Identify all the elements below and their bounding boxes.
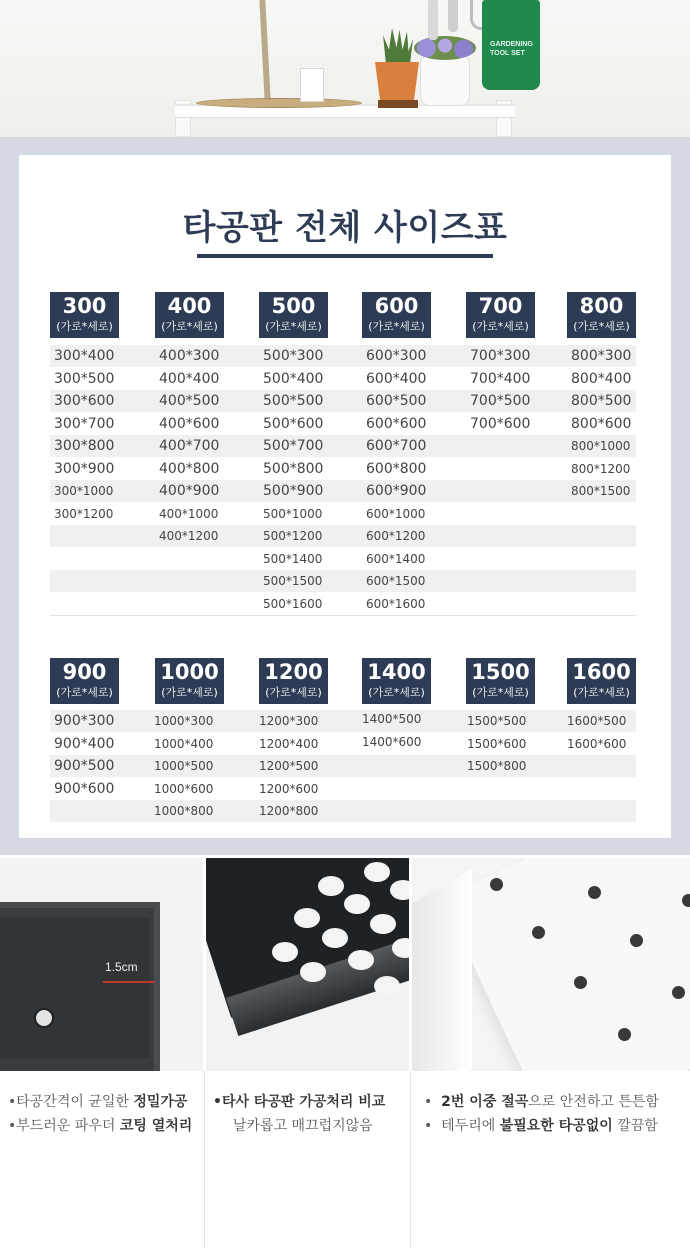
size-entry: 1200*500 <box>259 759 319 773</box>
size-header-900 <box>50 658 119 704</box>
size-entry: 400*700 <box>159 438 220 454</box>
size-entry: 400*900 <box>159 483 220 499</box>
caption-emphasis: 정밀가공 <box>133 1094 188 1110</box>
size-entry: 1400*600 <box>362 734 422 749</box>
size-entry: 600*700 <box>366 438 427 454</box>
peg-hole <box>318 876 344 896</box>
size-entry: 400*600 <box>159 415 220 432</box>
garden-tool <box>428 0 438 40</box>
row-stripe <box>50 570 636 592</box>
caption-line <box>213 1114 408 1138</box>
caption-emphasis: •타사 타공판 가공처리 비교 <box>213 1094 386 1110</box>
size-entry: 500*700 <box>263 438 324 454</box>
peg-hole <box>34 1008 54 1028</box>
size-entry: 500*800 <box>263 460 324 477</box>
size-list-500 <box>263 345 343 615</box>
size-list-600 <box>366 345 446 615</box>
size-entry: 400*1200 <box>159 529 219 543</box>
peg-hole <box>348 950 374 970</box>
caption-emphasis: 불필요한 타공없이 <box>499 1118 613 1134</box>
header-sub: (가로*세로) <box>368 320 425 333</box>
header-size: 900 <box>62 660 107 684</box>
header-sub: (가로*세로) <box>573 320 630 333</box>
size-header-300 <box>50 292 119 338</box>
size-header-1200 <box>259 658 328 704</box>
peg-hole <box>672 986 685 999</box>
flowers <box>414 36 476 60</box>
header-sub: (가로*세로) <box>265 320 322 333</box>
wicker-tray <box>196 98 362 108</box>
size-chart-title: 타공판 전체 사이즈표 <box>182 208 508 248</box>
size-entry: 800*1000 <box>571 439 631 453</box>
bag-text: GARDENING TOOL SET <box>490 41 533 57</box>
size-entry: 600*1000 <box>366 506 426 521</box>
peg-hole <box>364 862 390 882</box>
caption-divider <box>410 1071 411 1248</box>
size-entry: 600*1400 <box>366 551 426 566</box>
size-entry: 1200*300 <box>259 714 319 728</box>
size-entry: 500*300 <box>263 348 324 364</box>
header-sub: (가로*세로) <box>56 320 113 333</box>
size-entry: 700*300 <box>470 348 531 364</box>
size-entry: 900*600 <box>54 780 115 797</box>
size-entry: 400*400 <box>159 370 220 387</box>
size-entry: 500*1600 <box>263 596 323 611</box>
peg-hole <box>322 928 348 948</box>
garden-tool-2 <box>448 0 458 32</box>
size-header-700 <box>466 292 535 338</box>
header-size: 1200 <box>264 660 323 684</box>
measure-line <box>103 981 155 983</box>
caption-text: 테두리에 <box>441 1118 500 1134</box>
pot-base <box>378 100 418 108</box>
terracotta-pot <box>375 62 419 102</box>
peg-hole <box>374 976 400 996</box>
size-entry: 500*500 <box>263 393 324 409</box>
size-header-600 <box>362 292 431 338</box>
size-entry: 1600*500 <box>567 714 627 728</box>
peg-hole <box>370 914 396 934</box>
size-header-500 <box>259 292 328 338</box>
caption-precision <box>8 1090 203 1138</box>
peg-hole <box>532 926 545 939</box>
size-entry: 700*600 <box>470 415 531 432</box>
size-entry: 800*1200 <box>571 461 631 476</box>
size-entry: 800*1500 <box>571 484 631 498</box>
section-divider <box>50 615 636 616</box>
header-size: 1400 <box>367 660 426 684</box>
header-size: 700 <box>478 294 523 318</box>
edge-thickness-photo <box>0 858 203 1071</box>
header-size: 500 <box>271 294 316 318</box>
size-entry: 500*900 <box>263 483 324 499</box>
header-size: 800 <box>579 294 624 318</box>
caption-text: 깔끔함 <box>612 1118 658 1134</box>
size-entry: 1200*800 <box>259 804 319 818</box>
measure-label: 1.5cm <box>105 960 138 974</box>
row-stripe <box>50 480 636 502</box>
size-header-1400 <box>362 658 431 704</box>
row-stripe <box>50 435 636 457</box>
size-header-800 <box>567 292 636 338</box>
peg-hole <box>272 942 298 962</box>
size-entry: 600*600 <box>366 415 427 432</box>
caption-line <box>213 1090 408 1114</box>
size-entry: 800*300 <box>571 348 632 364</box>
size-entry: 500*400 <box>263 370 324 387</box>
size-entry: 400*1000 <box>159 506 219 521</box>
caption-text: 날카롭고 매끄럽지않음 <box>233 1118 373 1134</box>
size-header-400 <box>155 292 224 338</box>
size-list-1400 <box>362 708 442 753</box>
peg-hole <box>588 886 601 899</box>
row-stripe <box>50 710 636 732</box>
size-list-1600 <box>567 710 647 755</box>
size-entry: 300*800 <box>54 438 115 454</box>
size-entry: 600*800 <box>366 460 427 477</box>
size-entry: 900*400 <box>54 735 115 752</box>
size-entry: 300*400 <box>54 348 115 364</box>
header-sub: (가로*세로) <box>472 686 529 699</box>
size-header-1500 <box>466 658 535 704</box>
peg-hole <box>618 1028 631 1041</box>
size-entry: 600*1600 <box>366 596 426 611</box>
caption-line: • 2번 이중 절곡으로 안전하고 튼튼함 <box>424 1094 659 1110</box>
header-sub: (가로*세로) <box>161 320 218 333</box>
size-entry: 600*300 <box>366 348 427 364</box>
size-list-900 <box>54 710 134 800</box>
size-entry: 500*1500 <box>263 574 323 588</box>
size-list-1000 <box>154 710 234 823</box>
size-entry: 600*500 <box>366 393 427 409</box>
size-entry: 900*300 <box>54 713 115 729</box>
caption-text: •타공간격이 균일한 <box>8 1094 134 1110</box>
caption-text: 으로 안전하고 튼튼함 <box>528 1094 659 1110</box>
size-entry: 700*400 <box>470 370 531 387</box>
caption-line <box>8 1114 203 1138</box>
caption-divider <box>204 1071 205 1248</box>
size-entry: 900*500 <box>54 758 115 774</box>
size-entry: 500*1000 <box>263 506 323 521</box>
peg-hole <box>344 894 370 914</box>
header-size: 1500 <box>471 660 530 684</box>
size-header-1600 <box>567 658 636 704</box>
size-entry: 800*600 <box>571 415 632 432</box>
size-entry: 400*300 <box>159 348 220 364</box>
size-header-1000 <box>155 658 224 704</box>
row-stripe <box>50 755 636 777</box>
white-vase <box>420 56 470 106</box>
size-entry: 300*700 <box>54 415 115 432</box>
size-entry: 1500*600 <box>467 736 527 751</box>
size-entry: 300*900 <box>54 460 115 477</box>
size-entry: 300*1200 <box>54 506 114 521</box>
size-entry: 800*500 <box>571 393 632 409</box>
size-entry: 1200*400 <box>259 736 319 751</box>
size-list-1500 <box>467 710 547 778</box>
size-entry: 300*1000 <box>54 484 114 498</box>
size-entry: 600*400 <box>366 370 427 387</box>
peg-hole <box>490 878 503 891</box>
header-sub: (가로*세로) <box>573 686 630 699</box>
size-entry: 500*1200 <box>263 529 323 543</box>
garden-bag <box>482 0 540 90</box>
header-size: 300 <box>62 294 107 318</box>
header-size: 600 <box>374 294 419 318</box>
size-list-1200 <box>259 710 339 823</box>
size-entry: 500*600 <box>263 415 324 432</box>
size-entry: 300*600 <box>54 393 115 409</box>
header-size: 400 <box>167 294 212 318</box>
double-fold-photo <box>412 858 690 1071</box>
peg-hole <box>574 976 587 989</box>
header-sub: (가로*세로) <box>161 686 218 699</box>
size-entry: 1000*300 <box>154 714 214 728</box>
header-sub: (가로*세로) <box>265 686 322 699</box>
size-entry: 1400*500 <box>362 712 422 726</box>
caption-line: • 테두리에 불필요한 타공없이 깔끔함 <box>424 1118 658 1134</box>
size-entry: 500*1400 <box>263 551 323 566</box>
header-sub: (가로*세로) <box>56 686 113 699</box>
folded-rim <box>412 869 472 1071</box>
title-underline <box>197 254 493 258</box>
size-entry: 1500*500 <box>467 714 527 728</box>
peg-hole <box>300 962 326 982</box>
size-entry: 1600*600 <box>567 736 627 751</box>
row-stripe <box>50 800 636 822</box>
size-entry: 400*500 <box>159 393 220 409</box>
size-list-300 <box>54 345 134 525</box>
size-entry: 1200*600 <box>259 781 319 796</box>
row-stripe <box>50 525 636 547</box>
size-entry: 600*900 <box>366 483 427 499</box>
size-list-700 <box>470 345 550 435</box>
size-entry: 400*800 <box>159 460 220 477</box>
size-entry: 1000*500 <box>154 759 214 773</box>
peg-hole <box>390 880 409 900</box>
size-entry: 1500*800 <box>467 759 527 773</box>
header-size: 1600 <box>572 660 631 684</box>
caption-double-fold <box>424 1090 690 1138</box>
white-pegboard <box>442 858 690 1071</box>
size-list-400 <box>159 345 239 548</box>
size-entry: 1000*600 <box>154 781 214 796</box>
caption-comparison <box>213 1090 408 1138</box>
header-sub: (가로*세로) <box>368 686 425 699</box>
peg-hole <box>294 908 320 928</box>
size-list-800 <box>571 345 651 503</box>
peg-hole <box>682 894 690 907</box>
caption-emphasis: 코팅 열처리 <box>119 1118 193 1134</box>
house-ornament <box>300 68 324 102</box>
competitor-comparison-photo <box>206 858 409 1071</box>
size-entry: 1000*400 <box>154 736 214 751</box>
size-entry: 1000*800 <box>154 804 214 818</box>
size-entry: 600*1200 <box>366 529 426 543</box>
size-entry: 700*500 <box>470 393 531 409</box>
size-entry: 600*1500 <box>366 574 426 588</box>
hero-photo <box>0 0 690 137</box>
caption-text: •부드러운 파우더 <box>8 1118 120 1134</box>
peg-hole <box>630 934 643 947</box>
caption-emphasis: 2번 이중 절곡 <box>441 1094 529 1110</box>
pegboard-face <box>0 918 150 1058</box>
header-size: 1000 <box>160 660 219 684</box>
caption-line <box>8 1090 203 1114</box>
size-entry: 800*400 <box>571 370 632 387</box>
header-sub: (가로*세로) <box>472 320 529 333</box>
size-entry: 300*500 <box>54 370 115 387</box>
